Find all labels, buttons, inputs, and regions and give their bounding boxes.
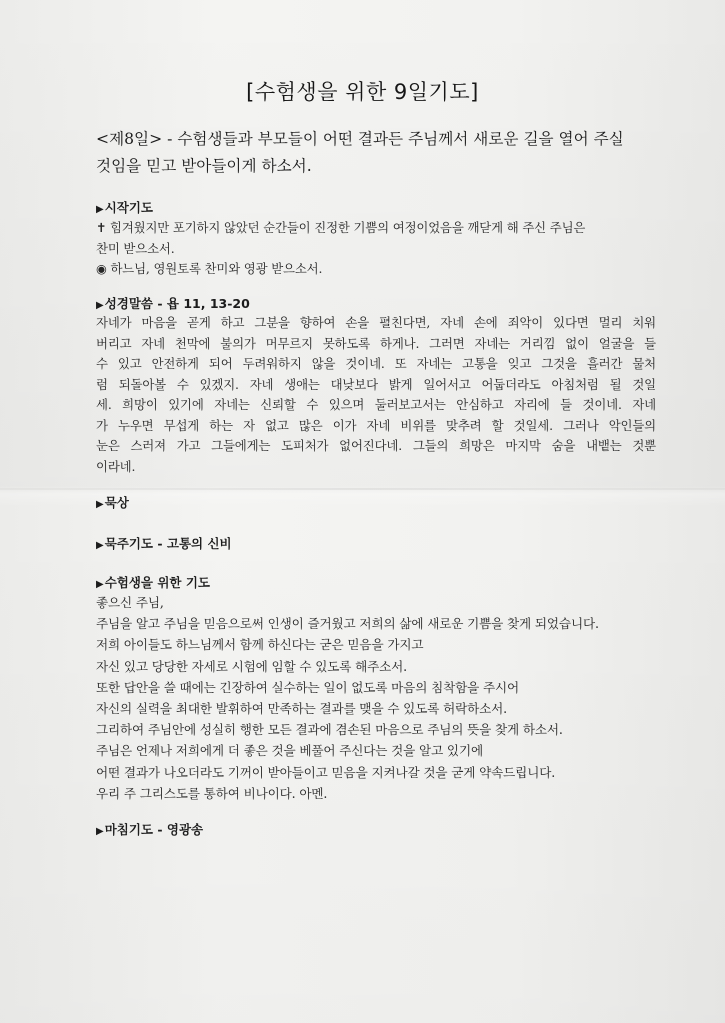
opening-prayer-text	[96, 218, 656, 280]
text-line: 이라네.	[96, 458, 136, 474]
intention-line: <제8일> - 수험생들과 부모들이 어떤 결과든 주님께서 새로운 길을 열어 주실	[96, 130, 624, 148]
closing-prayer-section	[96, 821, 656, 839]
meditation-section	[96, 494, 656, 512]
text-line: 저희 아이들도 하느님께서 함께 하신다는 굳은 믿음을 가지고	[96, 637, 424, 653]
text-line: 또한 답안을 쓸 때에는 긴장하여 실수하는 일이 없도록 마음의 침착함을 주시어	[96, 679, 520, 695]
triangle-bullet-icon: ▶	[96, 300, 104, 311]
triangle-bullet-icon: ▶	[96, 579, 104, 590]
text-line: 버리고 자네 천막에 불의가 머무르지 못하도록 하게나. 그러면 자네는 거리낌 없이 얼굴을 들	[96, 335, 656, 351]
text-line: ◉ 하느님, 영원토록 찬미와 영광 받으소서.	[96, 261, 323, 276]
text-line: 럼 되돌아볼 수 있겠지. 자네 생애는 대낮보다 밝게 일어서고 어둡더라도 아침처럼 될 것일	[96, 376, 656, 392]
triangle-bullet-icon: ▶	[96, 499, 104, 510]
text-line: 주님을 알고 주님을 믿음으로써 인생이 즐거웠고 저희의 삶에 새로운 기쁨을 찾게 되었습니다.	[96, 616, 599, 632]
section-heading: ▶성경말씀 - 욥 11, 13-20	[96, 296, 250, 311]
text-line: 자신의 실력을 최대한 발휘하여 만족하는 결과를 맺을 수 있도록 허락하소서.	[96, 700, 508, 716]
triangle-bullet-icon: ▶	[96, 540, 104, 551]
text-line: 어떤 결과가 나오더라도 기꺼이 받아들이고 믿음을 지켜나갈 것을 굳게 약속드립니다.	[96, 764, 556, 780]
text-line: 좋으신 주님,	[96, 595, 164, 610]
text-line: 자신 있고 당당한 자세로 시험에 임할 수 있도록 해주소서.	[96, 658, 408, 674]
paper-fold-line	[0, 488, 725, 490]
text-line: 수 있고 안전하게 되어 두려워하지 않을 것이네. 또 자네는 고통을 잊고 그것을 흘러간 물처	[96, 356, 656, 371]
rosary-section	[96, 535, 656, 553]
text-line: 눈은 스러져 가고 그들에게는 도피처가 없어진다네. 그들의 희망은 마지막 숨을 내뱉는 것뿐	[96, 438, 656, 453]
text-line: 가 누우면 무섭게 하는 자 없고 많은 이가 자네 비위를 맞추려 할 것일세. 그러나 악인들의	[96, 417, 656, 433]
opening-prayer-section	[96, 199, 656, 280]
text-line: 자네가 마음을 곧게 하고 그분을 향하여 손을 펼친다면, 자네 손에 죄악이 있다면 멀리 치워	[96, 315, 656, 330]
document-title: [수험생을 위한 9일기도]	[246, 80, 479, 104]
scripture-section	[96, 295, 656, 477]
student-prayer-section	[96, 574, 656, 804]
text-line: 주님은 언제나 저희에게 더 좋은 것을 베풀어 주신다는 것을 알고 있기에	[96, 743, 483, 759]
intention-line: 것임을 믿고 받아들이게 하소서.	[96, 157, 312, 175]
section-heading: ▶마침기도 - 영광송	[96, 822, 204, 837]
section-heading: ▶묵상	[96, 495, 129, 510]
section-heading: ▶수험생을 위한 기도	[96, 575, 211, 590]
text-line: 우리 주 그리스도를 통하여 비나이다. 아멘.	[96, 785, 328, 801]
day-intention	[96, 126, 656, 180]
scripture-text	[96, 313, 656, 477]
text-line: 세. 희망이 있기에 자네는 신뢰할 수 있으며 둘러보고서는 안심하고 자리에 들 것이네. 자네	[96, 397, 656, 412]
text-line: 그리하여 주님안에 성실히 행한 모든 결과에 겸손된 마음으로 주님의 뜻을 찾게 하소서.	[96, 722, 563, 738]
triangle-bullet-icon: ▶	[96, 826, 104, 837]
section-heading: ▶시작기도	[96, 200, 154, 215]
text-line: ✝ 힘겨웠지만 포기하지 않았던 순간들이 진정한 기쁨의 여정이었음을 깨닫게 해 주신 주님은	[96, 220, 586, 235]
text-line: 찬미 받으소서.	[96, 240, 175, 256]
student-prayer-text	[96, 592, 656, 804]
triangle-bullet-icon: ▶	[96, 204, 104, 215]
section-heading: ▶묵주기도 - 고통의 신비	[96, 536, 232, 551]
